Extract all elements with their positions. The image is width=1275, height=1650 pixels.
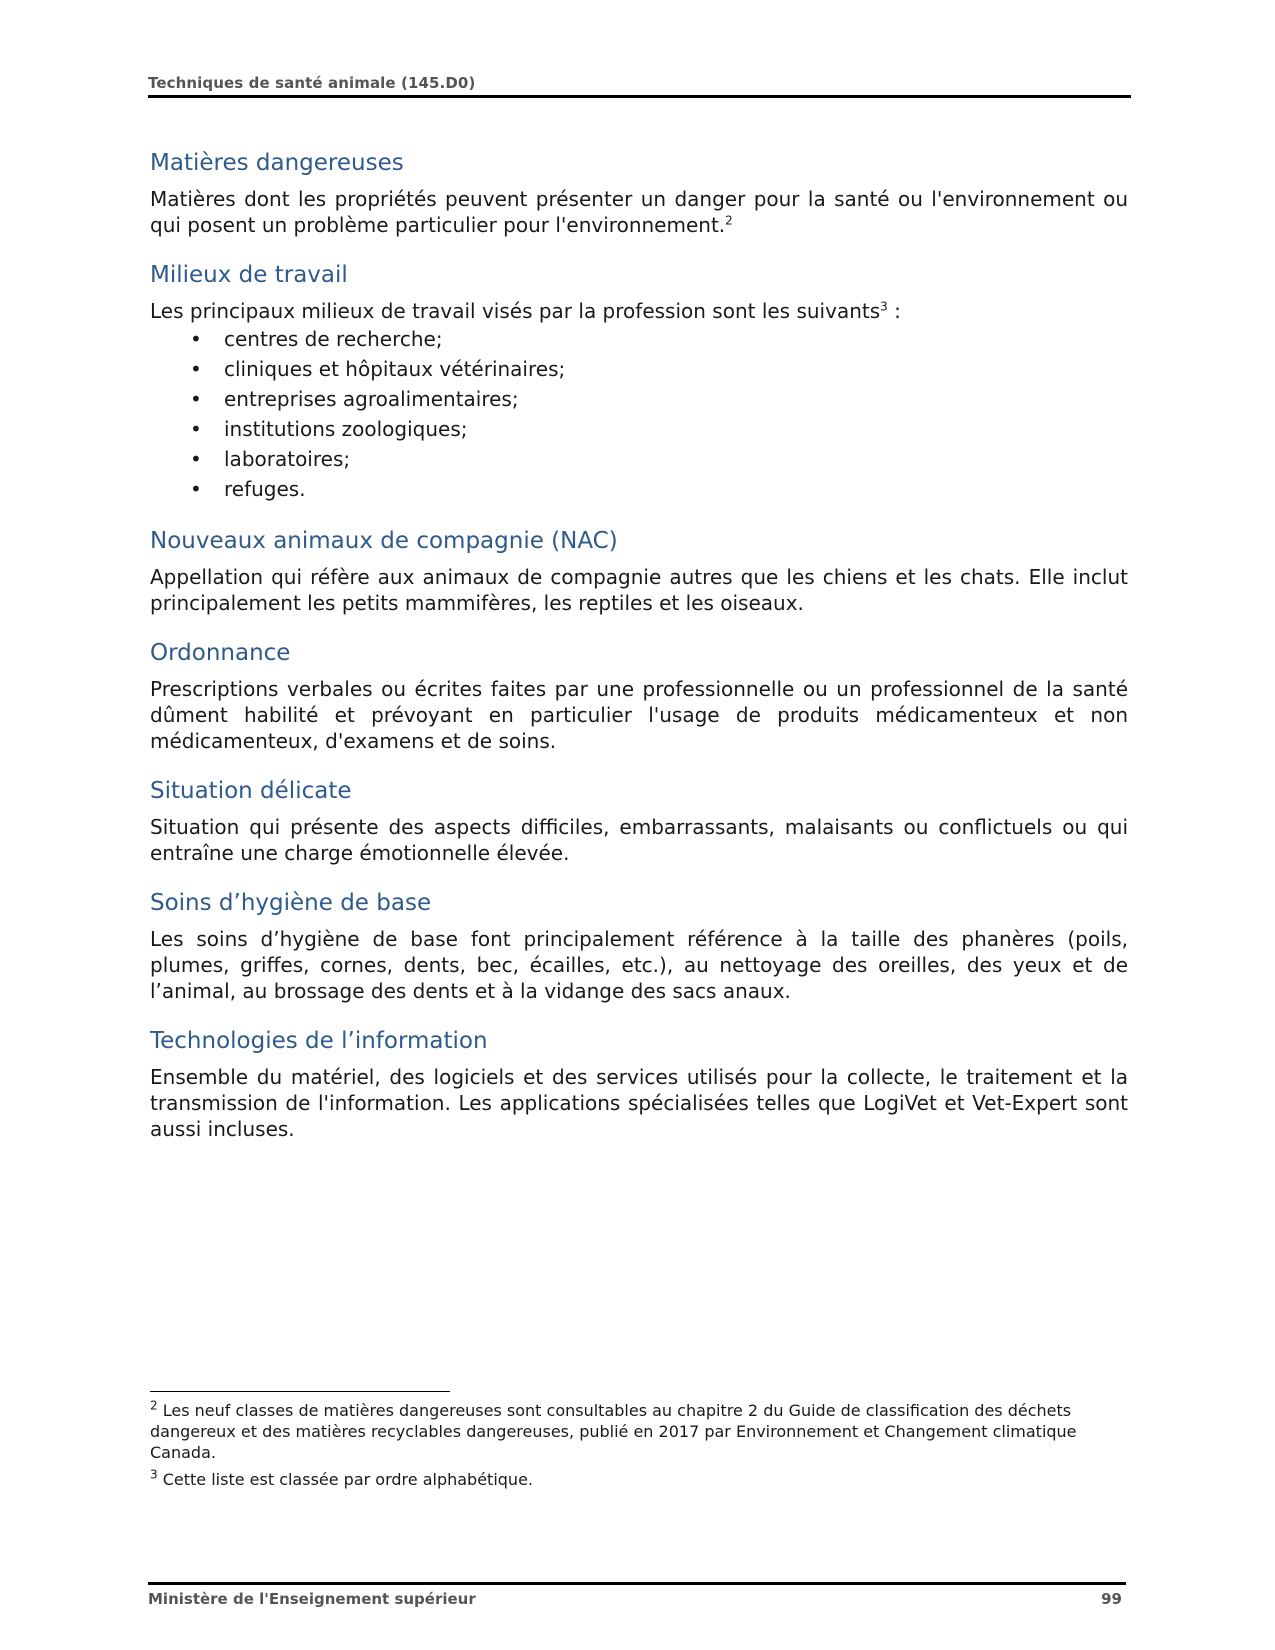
section-text: Ensemble du matériel, des logiciels et des services utilisés pour la collecte, le traitement et la transmission de l'information. Les applications spécialisées telles que LogiVet et Vet-Expert sont aussi incluses. [150,1065,1128,1141]
footnote-divider [150,1391,450,1392]
header-title: Techniques de santé animale (145.D0) [148,74,476,92]
page-footer [148,1582,1126,1608]
section-matieres-dangereuses [150,148,1128,238]
page-number: 99 [1101,1590,1122,1608]
bullet-icon: • [190,417,202,441]
bullet-icon: • [190,327,202,351]
page-header [148,74,1131,98]
list-item [150,324,1128,354]
main-content [150,148,1128,1164]
footnote-item [150,1469,1128,1490]
bullet-icon: • [190,357,202,381]
section-text: Appellation qui réfère aux animaux de compagnie autres que les chiens et les chats. Elle inclut principalement les petits mammifères, les reptiles et les oiseaux. [150,565,1128,615]
list-item-text: laboratoires; [224,447,351,471]
workplace-list [150,324,1128,504]
section-heading: Soins d’hygiène de base [150,890,432,916]
footnotes [150,1391,1128,1496]
footnote-ref[interactable]: 2 [725,213,733,228]
paragraph-text: Matières dont les propriétés peuvent présenter un danger pour la santé ou l'environnement ou qui posent un problème particulier pour l'environnement. [150,187,1128,237]
list-item [150,384,1128,414]
section-intro [150,298,1128,324]
section-text: Situation qui présente des aspects difficiles, embarrassants, malaisants ou conflictuels ou qui entraîne une charge émotionnelle élevée. [150,815,1128,865]
bullet-icon: • [190,387,202,411]
list-item [150,444,1128,474]
list-item-text: refuges. [224,477,306,501]
section-soins-hygiene [150,888,1128,1004]
footnote-number: 3 [150,1467,158,1482]
section-heading: Milieux de travail [150,262,348,288]
footnote-item [150,1400,1128,1463]
section-technologies-information [150,1026,1128,1142]
intro-text: Les principaux milieux de travail visés par la profession sont les suivants [150,299,881,323]
section-heading: Matières dangereuses [150,150,404,176]
footnote-text: Cette liste est classée par ordre alphabétique. [157,1470,533,1489]
footnote-ref[interactable]: 3 [880,299,888,314]
footer-publisher: Ministère de l'Enseignement supérieur [148,1590,476,1608]
section-ordonnance [150,638,1128,754]
list-item [150,414,1128,444]
section-milieux-de-travail [150,260,1128,504]
section-heading: Technologies de l’information [150,1028,488,1054]
list-item-text: centres de recherche; [224,327,443,351]
list-item-text: institutions zoologiques; [224,417,468,441]
footnote-number: 2 [150,1398,158,1413]
footnote-text: Les neuf classes de matières dangereuses sont consultables au chapitre 2 du Guide de classification des déchets dangereux et des matières recyclables dangereuses, publié en 2017 par Environnement et Changement climatique Canada. [150,1401,1077,1462]
section-text: Prescriptions verbales ou écrites faites par une professionnelle ou un professionnel de la santé dûment habilité et prévoyant en particulier l'usage de produits médicamenteux et non médicamenteux, d'examens et de soins. [150,677,1128,753]
section-heading: Situation délicate [150,778,352,804]
section-nac [150,526,1128,616]
section-heading: Ordonnance [150,640,291,666]
list-item-text: cliniques et hôpitaux vétérinaires; [224,357,566,381]
bullet-icon: • [190,477,202,501]
section-text [150,186,1128,238]
list-item [150,474,1128,504]
intro-end: : [887,299,901,323]
list-item-text: entreprises agroalimentaires; [224,387,519,411]
section-situation-delicate [150,776,1128,866]
section-heading: Nouveaux animaux de compagnie (NAC) [150,528,618,554]
list-item [150,354,1128,384]
section-text: Les soins d’hygiène de base font principalement référence à la taille des phanères (poils, plumes, griffes, cornes, dents, bec, écailles, etc.), au nettoyage des oreilles, des yeux et de l’animal, au brossage des dents et à la vidange des sacs anaux. [150,927,1128,1003]
bullet-icon: • [190,447,202,471]
